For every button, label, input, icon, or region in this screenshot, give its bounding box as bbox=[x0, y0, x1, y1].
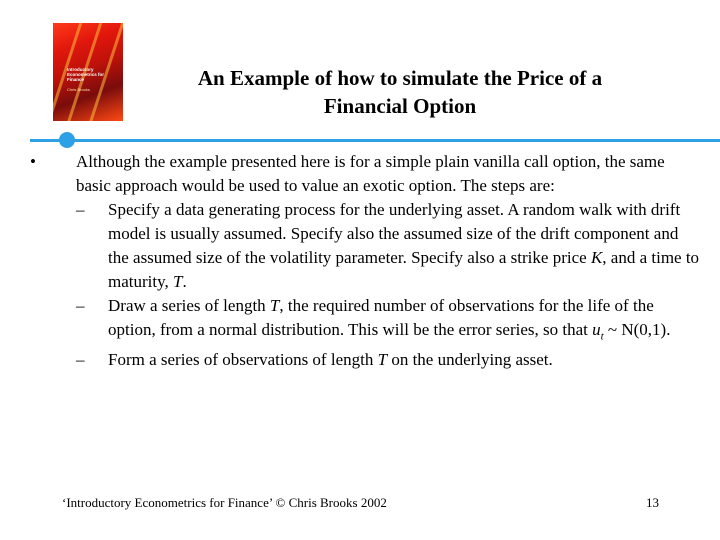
step-item-3 bbox=[76, 348, 700, 372]
slide-title-line2: Financial Option bbox=[323, 94, 477, 118]
page-number: 13 bbox=[646, 495, 659, 510]
dash-marker: – bbox=[76, 296, 85, 315]
variable-length: T bbox=[377, 350, 388, 370]
slide-title-line1: An Example of how to simulate the Price of a bbox=[197, 66, 603, 90]
step-text: Specify a data generating process for the underlying asset. A random walk with drift model is usually assumed. Specify also the assumed size of the drift component and the assumed size of the volatility parameter. Specify also a strike price bbox=[108, 200, 681, 267]
variable-error: u bbox=[592, 320, 601, 339]
slide-body bbox=[30, 150, 700, 372]
step-item-1 bbox=[76, 198, 700, 294]
step-text: Draw a series of length bbox=[108, 296, 270, 315]
variable-length: T bbox=[269, 296, 280, 315]
title-divider bbox=[30, 139, 720, 142]
variable-maturity: T bbox=[173, 272, 183, 291]
slide-title bbox=[140, 64, 660, 120]
variable-strike: K bbox=[590, 248, 603, 267]
divider-dot bbox=[59, 132, 75, 148]
subscript-t: t bbox=[600, 330, 604, 343]
step-text: Form a series of observations of length bbox=[108, 350, 378, 370]
step-text: ~ N(0,1). bbox=[603, 320, 671, 339]
book-cover-image bbox=[53, 23, 123, 121]
footer-citation: ‘Introductory Econometrics for Finance’ © Chris Brooks 2002 bbox=[62, 495, 387, 510]
step-list bbox=[76, 198, 700, 372]
bullet-marker: • bbox=[30, 152, 36, 171]
step-text: . bbox=[182, 272, 187, 291]
step-text: , the required number of observations for the life of the option, from a normal distribution. This will be the error series, so that bbox=[108, 296, 654, 339]
bullet-text: Although the example presented here is for a simple plain vanilla call option, the same basic approach would be used to value an exotic option. The steps are: bbox=[76, 152, 665, 195]
bullet-item bbox=[30, 150, 700, 372]
step-text: , and a time to maturity, bbox=[108, 248, 700, 291]
step-text: on the underlying asset. bbox=[387, 350, 553, 370]
cover-author: Chris Brooks bbox=[67, 87, 90, 92]
step-item-2 bbox=[76, 294, 700, 348]
dash-marker: – bbox=[76, 350, 85, 370]
cover-title: Introductory Econometrics for Finance bbox=[67, 67, 105, 82]
dash-marker: – bbox=[76, 200, 85, 219]
